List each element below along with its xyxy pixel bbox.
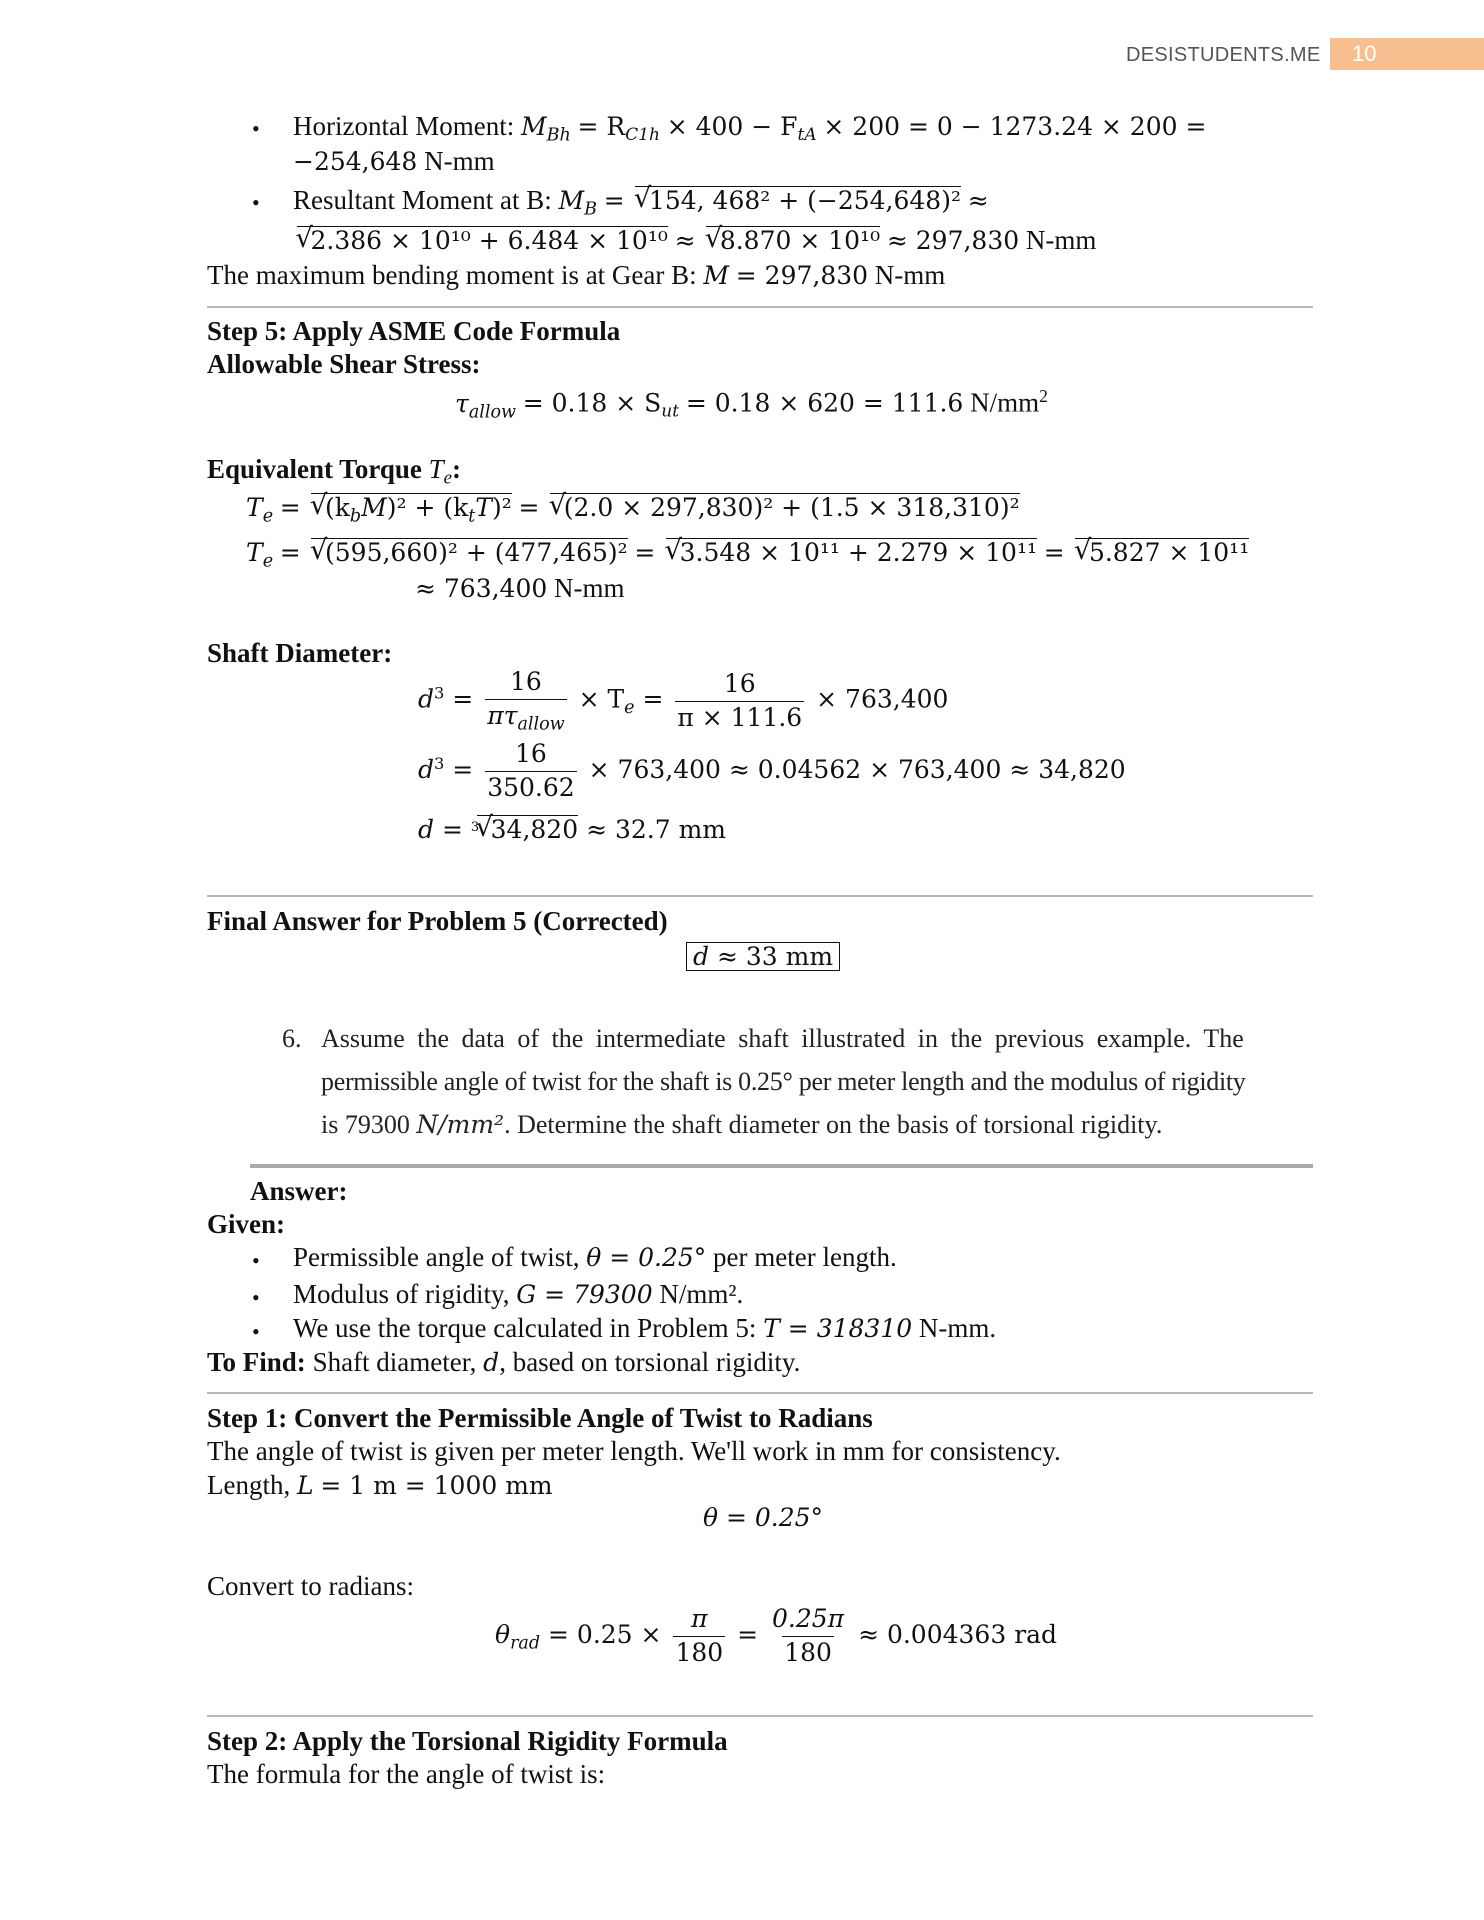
length-line: Length, L = 1 m = 1000 mm [207, 1470, 553, 1500]
radicand: 2.0 × 297,830)² + (1.5 × 318,310)² [573, 493, 1020, 522]
sqrt-expression: √ $(k_bM)^2 + (k_tT)^2$ [311, 493, 512, 527]
result: ≈ 32.7 mm [586, 815, 726, 844]
eq-rest: × 400 − F [666, 112, 798, 141]
math: θ = 0.25° [586, 1243, 707, 1272]
question-line3 [321, 1112, 1162, 1138]
denominator: 180 [675, 1637, 724, 1667]
equivalent-torque-label: Equivalent Torque $T_e$: [207, 454, 462, 489]
divider [207, 306, 1313, 308]
radicand: 154, 468² + (−254,648)² [648, 186, 961, 215]
label: Length, [207, 1470, 297, 1500]
text: . Determine the shaft diameter on the basis of torsional rigidity. [504, 1110, 1163, 1139]
bullet-icon: • [252, 116, 260, 141]
text: is 79300 [321, 1110, 417, 1139]
answer-value: ≈ 33 mm [716, 942, 834, 971]
unit: N-mm [874, 260, 946, 290]
site-name: DESISTUDENTS.ME [1126, 44, 1321, 66]
d-cubed-line1: $d^3$ = $\frac{16}{\pi\tau_{allow}}$ × $T_e$ = $\frac{16}{\pi \times 111.6}$ × 763,400 [418, 667, 949, 734]
eq: = 0.18 × S [522, 388, 662, 418]
divider [250, 1164, 1313, 1168]
shaft-diameter-label: Shaft Diameter: [207, 638, 393, 668]
eq: = 0.25 × [548, 1619, 662, 1649]
bullet-icon: • [252, 1248, 260, 1273]
label: Equivalent Torque [207, 454, 429, 484]
denominator: π × 111.6 [677, 702, 803, 732]
math: G = 79300 [516, 1280, 653, 1309]
answer-label: Answer: [250, 1176, 348, 1206]
value: ≈ 763,400 [415, 574, 548, 603]
fraction [673, 1605, 725, 1668]
tail: N-mm. [912, 1313, 997, 1343]
value: = 297,830 [735, 261, 869, 290]
page-number-badge [1330, 38, 1484, 70]
step1-heading: Step 1: Convert the Permissible Angle of Twist to Radians [207, 1403, 873, 1433]
radicand: 2.386 × 10¹⁰ + 6.484 × 10¹⁰ [310, 226, 668, 255]
tail: × 763,400 ≈ 0.04562 × 763,400 ≈ 34,820 [588, 754, 1126, 784]
value: −254,648 [293, 147, 418, 176]
numerator: 16 [515, 739, 547, 768]
sqrt-expression [706, 226, 880, 255]
to-find-line: To Find: Shaft diameter, d, based on torsional rigidity. [207, 1347, 801, 1377]
te-line2: $T_e$ = √ (595,660)² + (477,465)² = √ 3.548 × 10¹¹ + 2.279 × 10¹¹ = √ 5.827 × 10¹¹ [246, 538, 1249, 571]
theta-rad-formula: $\theta_{rad} = 0.25$ × $\frac{\pi}{180}$ = $\frac{0.25\pi}{180}$ ≈ 0.004363 rad [495, 1604, 1058, 1667]
bullet-icon: • [252, 1319, 260, 1344]
tail: × 763,400 [816, 684, 949, 714]
question-line1: Assume the data of the intermediate shaft illustrated in the previous example. The [321, 1024, 1244, 1053]
eq-rest2: × 200 = 0 − 1273.24 × 200 = [823, 112, 1207, 141]
denominator: 350.62 [487, 772, 575, 802]
d-line: d = $^3$√ 34,820 ≈ 32.7 mm [418, 815, 726, 844]
sqrt-expression [297, 226, 668, 255]
label: To Find: [207, 1347, 306, 1377]
numerator: 16 [723, 668, 756, 698]
theta-equation: θ = 0.25° [703, 1503, 824, 1532]
given-item [293, 1281, 743, 1308]
bullet-icon: • [252, 1285, 260, 1310]
question-number: 6. [282, 1024, 302, 1053]
convert-label: Convert to radians: [207, 1571, 414, 1601]
text: Shaft diameter, [305, 1347, 484, 1377]
unit: N/mm [970, 387, 1040, 418]
tail: N/mm². [652, 1279, 744, 1309]
radicand: 3.548 × 10¹¹ + 2.279 × 10¹¹ [679, 538, 1037, 567]
te-result [415, 575, 625, 602]
unit: N-mm [424, 146, 495, 176]
tau-formula: $\tau_{allow} = 0.18 \times S_{ut} = 0.18 \times 620 = 111.6$ $N/mm^2$ [455, 386, 1048, 422]
fraction [770, 1605, 846, 1668]
result: ≈ 0.004363 rad [858, 1619, 1058, 1649]
radicand-start: (k [325, 493, 350, 522]
step2-heading: Step 2: Apply the Torsional Rigidity Formula [207, 1726, 728, 1756]
radicand: 5.827 × 10¹¹ [1088, 538, 1250, 567]
text: We use the torque calculated in Problem 5: [293, 1313, 764, 1343]
numerator: 0.25π [772, 1604, 845, 1633]
sqrt-expression [1075, 538, 1249, 567]
radicand: (595,660)² + (477,465)² [325, 538, 628, 567]
divider [207, 1392, 1313, 1394]
bullet-icon: • [252, 190, 260, 215]
resultant-moment-line: Resultant Moment at B: $M_B$ = √ 154, 468² + (−254,648)² ≈ [293, 186, 989, 219]
label: Resultant Moment at B: [293, 185, 559, 215]
eq: = R [577, 112, 626, 141]
fraction [485, 740, 576, 803]
radicand: 8.870 × 10¹⁰ [719, 226, 881, 255]
max-moment-line: The maximum bending moment is at Gear B: M = 297,830 N-mm [207, 260, 946, 290]
horizontal-moment-line2 [293, 148, 495, 175]
final-answer-heading: Final Answer for Problem 5 (Corrected) [207, 906, 668, 936]
horizontal-moment-line: Horizontal Moment: $M_{Bh} = R_{C1h} \times 400 - F_{tA} \times 200 = 0 - 1273.24 \times 200$ = [293, 111, 1207, 146]
given-item [293, 1244, 897, 1271]
text: , based on torsional rigidity. [499, 1347, 801, 1377]
step5-heading: Step 5: Apply ASME Code Formula [207, 316, 621, 346]
resultant-moment-line2: √ 2.386 × 10¹⁰ + 6.484 × 10¹⁰ ≈ √ 8.870 × 10¹⁰ ≈ 297,830 N-mm [293, 226, 1096, 255]
step1-text: The angle of twist is given per meter length. We'll work in mm for consistency. [207, 1436, 1061, 1466]
value: = 1 m = 1000 mm [320, 1471, 553, 1500]
d-cubed-line2: $d^3$ = $\frac{16}{350.62}$ × 763,400 ≈ 0.04562 × 763,400 ≈ 34,820 [418, 739, 1126, 802]
sqrt-expression [311, 538, 627, 567]
result: ≈ 297,830 [886, 226, 1020, 255]
text: The maximum bending moment is at Gear B: [207, 260, 704, 290]
final-answer-box: d ≈ 33 mm [686, 942, 840, 971]
cube-root [477, 815, 578, 844]
question-line2: permissible angle of twist for the shaft is 0.25° per meter length and the modulus of rigidity [321, 1067, 1246, 1096]
sqrt-expression: √ (2.0 × 297,830)² + (1.5 × 318,310)² [550, 493, 1020, 522]
unit: N-mm [1025, 225, 1097, 255]
divider [207, 895, 1313, 897]
divider [207, 1715, 1313, 1717]
numerator: π [691, 1604, 708, 1633]
text: Modulus of rigidity, [293, 1279, 517, 1309]
math: T = 318310 [763, 1314, 913, 1343]
sqrt-expression [635, 186, 961, 215]
fraction [675, 670, 804, 733]
given-item [293, 1315, 996, 1342]
eq-rest: = 0.18 × 620 = 111.6 [685, 388, 964, 418]
tail: per meter length. [706, 1242, 897, 1272]
allowable-label: Allowable Shear Stress: [207, 349, 481, 379]
te-line1: $T_e$ = √ $(k_bM)^2 + (k_tT)^2$ = √ (2.0 × 297,830)² + (1.5 × 318,310)² [246, 493, 1020, 527]
step2-text: The formula for the angle of twist is: [207, 1759, 606, 1789]
unit: N/mm² [416, 1110, 505, 1139]
text: Permissible angle of twist, [293, 1242, 587, 1272]
sqrt-expression [666, 538, 1037, 567]
label: Horizontal Moment: [293, 111, 521, 141]
page-number: 10 [1352, 41, 1377, 66]
denominator: 180 [784, 1637, 832, 1667]
numerator: 16 [510, 667, 542, 696]
radicand: 34,820 [490, 815, 579, 844]
unit: N-mm [554, 573, 625, 603]
times-te: × T [578, 684, 625, 714]
fraction: $\frac{16}{\pi\tau_{allow}}$ [487, 667, 565, 734]
given-label: Given: [207, 1209, 285, 1239]
